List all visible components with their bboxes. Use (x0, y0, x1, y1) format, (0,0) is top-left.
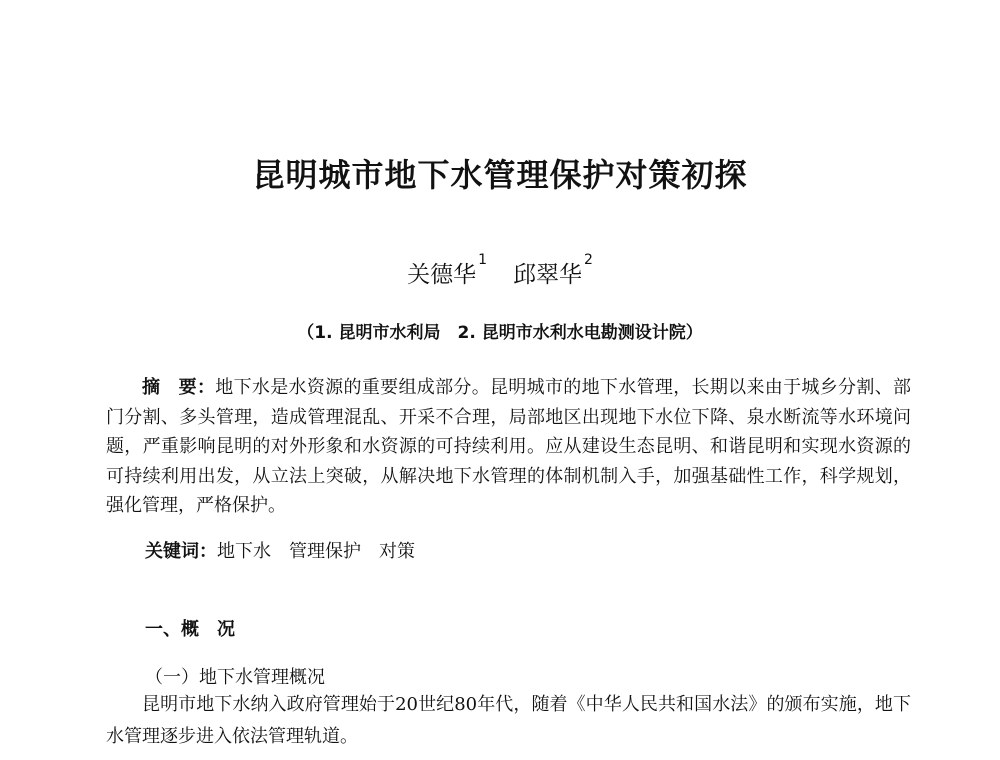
author-2 (513, 252, 593, 289)
keywords (145, 537, 415, 563)
author-2-name: 邱翠华 (513, 262, 582, 288)
author-2-affil-mark: 2 (584, 252, 593, 268)
abstract-label: 摘 要： (142, 377, 216, 398)
abstract-text: 地下水是水资源的重要组成部分。昆明城市的地下水管理，长期以来由于城乡分割、部门分割、多头管理，造成管理混乱、开采不合理，局部地区出现地下水位下降、泉水断流等水环境问题，严重影响昆明的对外形象和水资源的可持续利用。应从建设生态昆明、和谐昆明和实现水资源的可持续利用出发，从立法上突破，从解决地下水管理的体制机制入手，加强基础性工作，科学规划，强化管理，严格保护。 (106, 377, 912, 517)
keyword: 管理保护 (289, 541, 361, 562)
author-1-name: 关德华 (407, 262, 477, 288)
author-1 (407, 252, 487, 289)
keywords-label: 关键词： (145, 541, 217, 562)
subsection-heading: （一）地下水管理概况 (145, 667, 325, 688)
author-list (0, 252, 1000, 289)
affiliations: （1. 昆明市水利局 2. 昆明市水利水电勘测设计院） (297, 323, 703, 343)
keyword: 地下水 (217, 541, 271, 562)
body-paragraph: 昆明市地下水纳入政府管理始于20世纪80年代，随着《中华人民共和国水法》的颁布实施，地下水管理逐步进入依法管理轨道。 (106, 694, 911, 747)
section-heading: 一、概 况 (145, 619, 235, 640)
author-1-affil-mark: 1 (478, 252, 487, 268)
abstract (106, 373, 911, 521)
keyword: 对策 (379, 541, 415, 562)
paper-title: 昆明城市地下水管理保护对策初探 (252, 156, 748, 194)
